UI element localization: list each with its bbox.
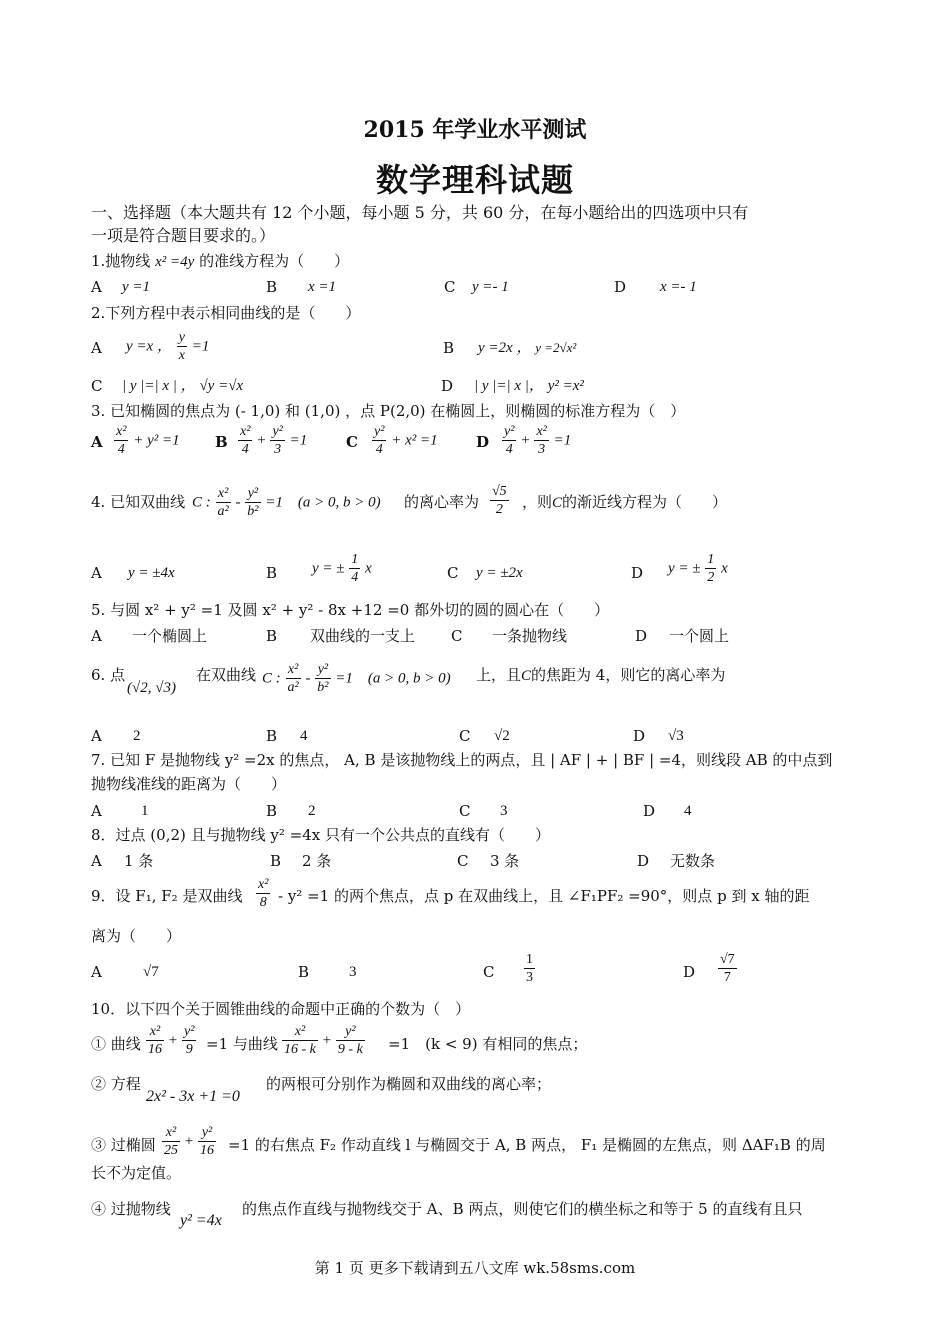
q1-option-c-label: C [444, 278, 456, 296]
q7-option-d-label: D [643, 802, 656, 820]
q9-option-a-label: A [91, 963, 102, 981]
q10-prop2-b: 的两根可分别作为椭圆和双曲线的离心率； [266, 1075, 552, 1093]
q6-point: (√2, √3) [127, 680, 176, 696]
q5-option-c-label: C [451, 627, 463, 645]
q9-line2: 离为（ ） [91, 927, 182, 945]
q6-hyperbola-equation: C : $\frac{\text{x²}}{\text{a²}}$ - $\frac{\text{y²}}{\text{b²}}$ =1 (a > 0, b > 0) [262, 662, 451, 695]
q1-stem-a: 1.抛物线 [91, 252, 151, 270]
q3-option-b-label: B [215, 433, 228, 451]
q4-hyperbola-equation: C : $\frac{\text{x²}}{\text{a²}}$ - $\frac{\text{y²}}{\text{b²}}$ =1 (a > 0, b > 0) [192, 486, 381, 519]
q9-option-c-label: C [483, 963, 495, 981]
q4-option-c: y = ±2x [476, 565, 523, 581]
q1-option-b-label: B [266, 278, 278, 296]
q9-fraction: $\frac{\text{x²}}{8}$ [258, 877, 269, 910]
question-7-line1: 7. 已知 F 是抛物线 y² =2x 的焦点， A, B 是该抛物线上的两点，且 | AF | + | BF | =4，则线段 AB 的中点到 [91, 751, 833, 769]
q3-option-d: $\frac{\text{y²}}{4}$ + $\frac{\text{x²}}{3}$ =1 [504, 424, 572, 457]
q6-option-b: 4 [300, 728, 308, 744]
q9-option-c: $\frac{1}{3}$ [526, 952, 533, 985]
q5-option-b: 双曲线的一支上 [310, 627, 416, 645]
question-3-stem: 3. 已知椭圆的焦点为 (- 1,0) 和 (1,0) ，点 P(2,0) 在椭圆上，则椭圆的标准方程为（ ） [91, 402, 686, 420]
q10-prop4-a: ④ 过抛物线 [91, 1200, 171, 1218]
q1-option-d: x =- 1 [660, 279, 697, 295]
q2-option-a-label: A [91, 339, 102, 357]
q1-option-d-label: D [614, 278, 627, 296]
q6-option-d: √3 [668, 728, 684, 744]
q6-stem-c: 上，且C的焦距为 4，则它的离心率为 [476, 666, 726, 684]
q8-option-c-label: C [457, 852, 469, 870]
q4-option-a-label: A [91, 564, 102, 582]
q6-option-b-label: B [266, 727, 278, 745]
exam-title: 数学理科试题 [375, 161, 574, 199]
q1-option-a-label: A [91, 278, 102, 296]
q2-option-c-label: C [91, 377, 103, 395]
q2-c-eq2: √y =√x [199, 378, 244, 394]
q3-option-a: $\frac{\text{x²}}{4}$ + y² =1 [116, 424, 180, 457]
q10-prop1-eq1: $\frac{\text{x²}}{16}$ + $\frac{\text{y²}}{9}$ [148, 1024, 195, 1057]
question-8-stem: 8．过点 (0,2) 且与抛物线 y² =4x 只有一个公共点的直线有（ ） [91, 826, 551, 844]
exam-subtitle: 2015 年学业水平测试 [363, 117, 587, 143]
q4-option-c-label: C [447, 564, 459, 582]
q6-option-a: 2 [133, 728, 141, 744]
q8-option-d-label: D [637, 852, 650, 870]
q4-option-d-label: D [631, 564, 644, 582]
q10-prop2-eq: 2x² - 3x +1 =0 [146, 1088, 240, 1105]
q8-option-a: 1 条 [124, 852, 154, 870]
q7-option-b-label: B [266, 802, 278, 820]
q5-option-b-label: B [266, 627, 278, 645]
q2-option-c [122, 376, 243, 396]
q8-option-d: 无数条 [670, 852, 716, 870]
q4-option-a: y = ±4x [128, 565, 175, 581]
q3-option-b: $\frac{\text{x²}}{4}$ + $\frac{\text{y²}}{3}$ =1 [240, 424, 308, 457]
q10-prop1-eq2: $\frac{\text{x²}}{16 - k}$ + $\frac{\text{y²}}{9 - k}$ [284, 1024, 363, 1057]
q5-option-a: 一个椭圆上 [132, 627, 208, 645]
q4-option-d: y = ± $\frac{1}{2}$ x [668, 552, 728, 585]
question-2-stem: 2.下列方程中表示相同曲线的是（ ） [91, 304, 361, 322]
q2-c-eq1: | y |=| x | ， [122, 378, 196, 394]
q5-option-a-label: A [91, 627, 102, 645]
q7-option-c: 3 [500, 803, 508, 819]
q6-option-c: √2 [494, 728, 510, 744]
q8-option-a-label: A [91, 852, 102, 870]
q10-prop3-line2: 长不为定值。 [91, 1164, 182, 1182]
q3-option-d-label: D [476, 433, 490, 451]
q1-option-c: y =- 1 [472, 279, 509, 295]
q1-stem-b: 的准线方程为（ ） [199, 252, 350, 270]
q7-option-c-label: C [459, 802, 471, 820]
q10-prop3-b: =1 的右焦点 F₂ 作动直线 l 与椭圆交于 A, B 两点， F₁ 是椭圆的左焦点，则 ΔAF₁B 的周 [228, 1136, 826, 1154]
q9-option-b: 3 [349, 964, 357, 980]
question-7-line2: 抛物线准线的距离为（ ） [91, 775, 287, 793]
q6-stem-b: 在双曲线 [196, 666, 257, 684]
q9-stem-b: - y² =1 的两个焦点，点 p 在双曲线上，且 ∠F₁PF₂ =90°，则点 p 到 x 轴的距 [278, 887, 810, 905]
q2-option-d-label: D [441, 377, 454, 395]
q5-option-c: 一条抛物线 [492, 627, 568, 645]
q2-a-eq2: =1 [191, 338, 210, 355]
q2-option-d [474, 376, 584, 396]
q4-stem-b: 的离心率为 [404, 493, 480, 511]
page-footer: 第 1 页 更多下载请到五八文库 wk.58sms.com [314, 1259, 636, 1277]
q2-option-b [478, 338, 576, 358]
q3-option-a-label: A [91, 433, 103, 451]
q4-stem-a: 4. 已知双曲线 [91, 493, 186, 511]
q7-option-a: 1 [141, 803, 149, 819]
q1-equation: x² =4y [155, 254, 195, 270]
q6-option-c-label: C [459, 727, 471, 745]
q10-prop1-a: ① 曲线 [91, 1035, 141, 1053]
q2-d-eq1: | y |=| x |， [474, 378, 544, 394]
q8-option-b: 2 条 [302, 852, 332, 870]
question-1-stem [91, 251, 349, 272]
q10-prop3-a: ③ 过椭圆 [91, 1136, 156, 1154]
q3-option-c: $\frac{\text{y²}}{4}$ + x² =1 [374, 424, 438, 457]
q10-prop3-eq: $\frac{\text{x²}}{25}$ + $\frac{\text{y²}}{16}$ [164, 1125, 215, 1158]
q10-prop1-c: =1 (k < 9) 有相同的焦点； [388, 1035, 588, 1053]
q9-stem-a: 9．设 F₁, F₂ 是双曲线 [91, 887, 243, 905]
q7-option-b: 2 [308, 803, 316, 819]
q4-option-b: y = ± $\frac{1}{4}$ x [312, 552, 372, 585]
q6-stem-a: 6. 点 [91, 666, 126, 684]
q2-a-fraction: $\frac{y}{x}$ [178, 330, 185, 363]
q2-option-a [126, 330, 209, 363]
q8-option-b-label: B [270, 852, 282, 870]
q2-d-eq2: y² =x² [547, 378, 584, 394]
q10-prop2-a: ② 方程 [91, 1075, 141, 1093]
question-10-stem: 10．以下四个关于圆锥曲线的命题中正确的个数为（ ） [91, 1000, 471, 1018]
q10-prop1-b: =1 与曲线 [206, 1035, 278, 1053]
q6-option-a-label: A [91, 727, 102, 745]
q2-b-eq1: y =2x ， [478, 340, 532, 356]
q4-option-b-label: B [266, 564, 278, 582]
q5-option-d: 一个圆上 [669, 627, 730, 645]
q7-option-d: 4 [684, 803, 692, 819]
q10-prop4-b: 的焦点作直线与抛物线交于 A、B 两点，则使它们的横坐标之和等于 5 的直线有且只 [242, 1200, 803, 1218]
q10-prop4-eq: y² =4x [180, 1212, 222, 1229]
q2-a-eq1: y =x ， [126, 338, 172, 355]
question-5-stem: 5. 与圆 x² + y² =1 及圆 x² + y² - 8x +12 =0 都外切的圆的圆心在（ ） [91, 601, 610, 619]
q6-option-d-label: D [633, 727, 646, 745]
q9-option-d: $\frac{√7}{7}$ [720, 952, 735, 985]
section-heading-line2: 一项是符合题目要求的。） [91, 226, 276, 245]
q4-eccentricity: $\frac{√5}{2}$ [492, 484, 507, 517]
q3-option-c-label: C [346, 433, 358, 451]
q7-option-a-label: A [91, 802, 102, 820]
q8-option-c: 3 条 [490, 852, 520, 870]
q1-option-a: y =1 [122, 279, 151, 295]
q4-stem-c: ，则C的渐近线方程为（ ） [522, 493, 728, 511]
q2-option-b-label: B [443, 339, 455, 357]
q1-option-b: x =1 [308, 279, 337, 295]
section-heading-line1: 一、选择题（本大题共有 12 个小题，每小题 5 分，共 60 分，在每小题给出的四选项中只有 [91, 203, 749, 222]
q9-option-d-label: D [683, 963, 696, 981]
q2-b-eq2: y =2√x² [535, 340, 577, 355]
q9-option-b-label: B [298, 963, 310, 981]
q9-option-a: √7 [143, 964, 159, 980]
q5-option-d-label: D [635, 627, 648, 645]
